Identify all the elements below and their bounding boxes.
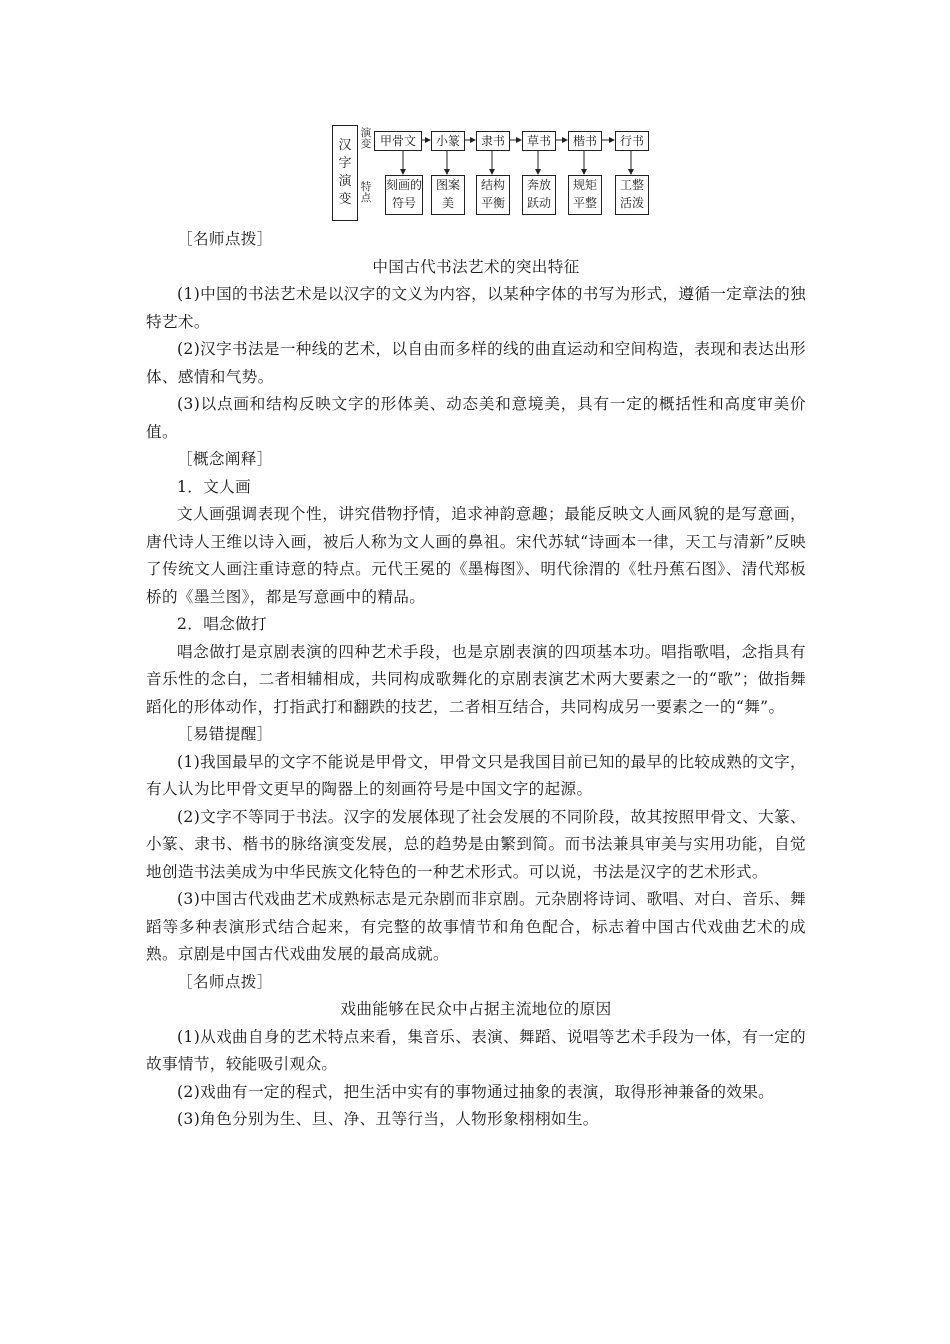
section-heading: ［名师点拨］ [177, 972, 273, 991]
section-heading: ［易错提醒］ [177, 725, 273, 743]
side-char: 演 [338, 174, 352, 189]
evolution-diagram [332, 125, 652, 221]
feature-line: 平整 [572, 196, 597, 210]
subsection-title: 1．文人画 [177, 477, 252, 496]
stage-running: 行书 [615, 131, 649, 151]
section-title: 中国古代书法艺术的突出特征 [372, 257, 580, 276]
paragraph: (1)我国最早的文字不能说是甲骨文，甲骨文只是我国目前已知的最早的比较成熟的文字，有人认为比甲骨文更早的陶器上的刻画符号是中国文字的起源。 [146, 752, 807, 798]
feature-line: 美 [441, 196, 454, 210]
stage-clerical: 隶书 [476, 131, 510, 151]
feature-line: 跃动 [526, 196, 551, 210]
feature-line: 刻画的 [386, 178, 423, 192]
row-label-char: 点 [360, 192, 372, 204]
feature-line: 符号 [391, 196, 416, 210]
row-label-char: 特 [360, 181, 372, 193]
section-heading: ［名师点拨］ [177, 230, 273, 248]
feature-line: 活泼 [619, 196, 644, 210]
paragraph: 唱念做打是京剧表演的四种艺术手段，也是京剧表演的四项基本功。唱指歌唱，念指具有音乐性的念白，二者相辅相成，共同构成歌舞化的京剧表演艺术两大要素之一的“歌”；做指舞蹈化的形体动作，打指武打和翻跌的技艺，二者相互结合，共同构成另一要素之一的“舞”。 [146, 642, 806, 716]
row-label-char: 演 [360, 127, 372, 139]
paragraph: (1)从戏曲自身的艺术特点来看，集音乐、表演、舞蹈、说唱等艺术手段为一体，有一定的故事情节，较能吸引观众。 [146, 1027, 807, 1073]
paragraph: (2)文字不等同于书法。汉字的发展体现了社会发展的不同阶段，故其按照甲骨文、大篆、小篆、隶书、楷书的脉络演变发展，总的趋势是由繁到简。而书法兼具审美与实用功能，自觉地创造书法美成为中华民族文化特色的一种艺术形式。可以说，书法是汉字的艺术形式。 [146, 807, 807, 881]
feature-line: 工整 [619, 178, 644, 192]
paragraph: 文人画强调表现个性，讲究借物抒情，追求神韵意趣；最能反映文人画风貌的是写意画，唐代诗人王维以诗入画，被后人称为文人画的鼻祖。宋代苏轼“诗画本一律，天工与清新”反映了传统文人画注重诗意的特点。元代王冕的《墨梅图》、明代徐渭的《牡丹蕉石图》、清代郑板桥的《墨兰图》，都是写意画中的精品。 [146, 505, 806, 606]
feature-line: 图案 [435, 178, 460, 192]
side-char: 字 [338, 156, 352, 171]
stage-oracle-bone: 甲骨文 [374, 131, 422, 151]
subsection-title: 2．唱念做打 [177, 615, 267, 633]
paragraph: (3)角色分别为生、旦、净、丑等行当，人物形象栩栩如生。 [177, 1110, 599, 1128]
document-body [146, 226, 806, 1134]
section-title: 戏曲能够在民众中占据主流地位的原因 [340, 1000, 612, 1018]
feature-line: 规矩 [572, 178, 597, 192]
paragraph: (3)以点画和结构反映文字的形体美、动态美和意境美，具有一定的概括性和高度审美价值。 [146, 395, 806, 441]
side-char: 汉 [338, 138, 352, 153]
paragraph: (1)中国的书法艺术是以汉字的文义为内容，以某种字体的书写为形式，遵循一定章法的独特艺术。 [146, 285, 807, 331]
feature-line: 平衡 [480, 196, 505, 210]
feature-line: 结构 [480, 178, 505, 192]
stage-small-seal: 小篆 [431, 131, 465, 151]
stage-regular: 楷书 [568, 131, 602, 151]
stage-cursive: 草书 [522, 131, 556, 151]
feature-line: 奔放 [526, 178, 551, 192]
side-char: 变 [338, 192, 352, 207]
paragraph: (3)中国古代戏曲艺术成熟标志是元杂剧而非京剧。元杂剧将诗词、歌唱、对白、音乐、舞蹈等多种表演形式结合起来，有完整的故事情节和角色配合，标志着中国古代戏曲艺术的成熟。京剧是中国古代戏曲发展的最高成就。 [146, 890, 807, 963]
diagram-arrows [332, 125, 652, 221]
section-heading: ［概念阐释］ [177, 450, 273, 468]
row-label-char: 变 [360, 138, 372, 150]
paragraph: (2)戏曲有一定的程式，把生活中实有的事物通过抽象的表演，取得形神兼备的效果。 [177, 1082, 775, 1101]
paragraph: (2)汉字书法是一种线的艺术，以自由而多样的线的曲直运动和空间构造，表现和表达出形体、感情和气势。 [146, 340, 807, 386]
